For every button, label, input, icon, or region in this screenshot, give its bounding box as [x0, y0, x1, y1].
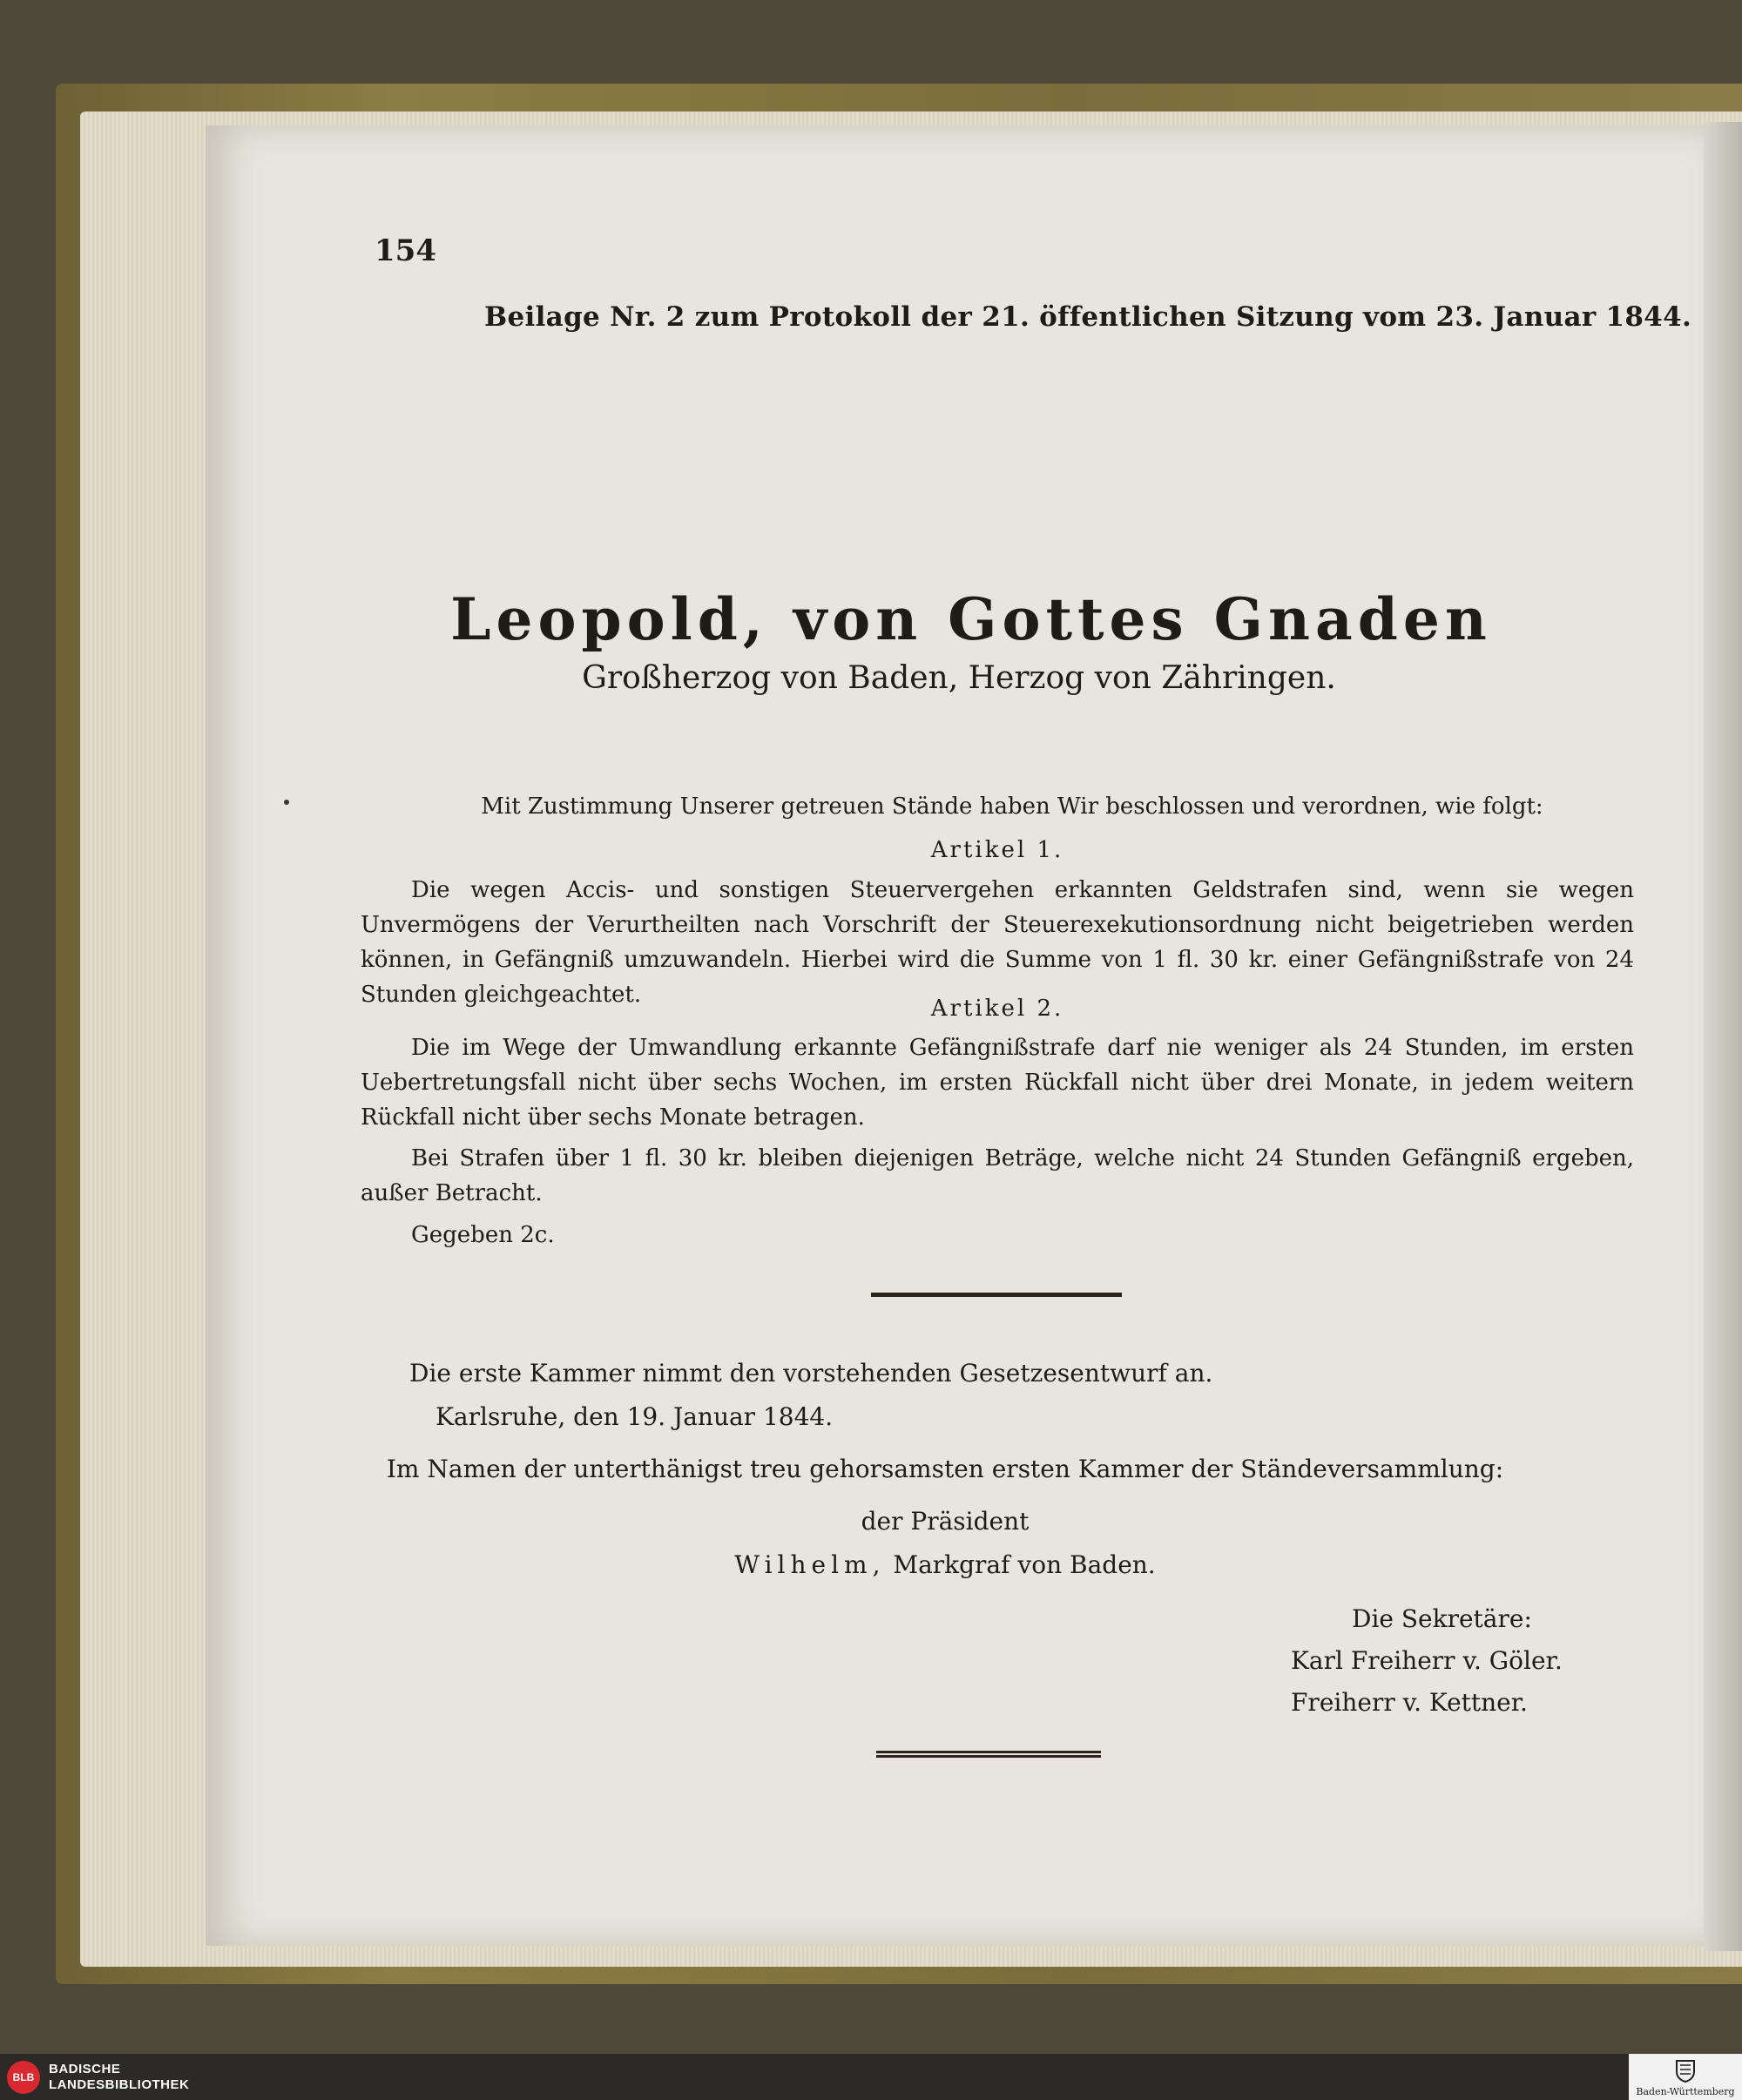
library-name-line2: LANDESBIBLIOTHEK [49, 2077, 190, 2092]
footer-bar [0, 2054, 1742, 2100]
secretary-name: Karl Freiherr v. Göler. [1291, 1646, 1563, 1675]
decree-subtitle: Großherzog von Baden, Herzog von Zähringen. [582, 660, 1336, 696]
secretaries-title: Die Sekretäre: [1352, 1604, 1532, 1633]
preamble: Mit Zustimmung Unserer getreuen Stände haben Wir beschlossen und verordnen, wie folgt: [481, 793, 1543, 820]
library-name-line1: BADISCHE [49, 2062, 121, 2076]
acceptance-statement: Die erste Kammer nimmt den vorstehenden Gesetzesentwurf an. [409, 1359, 1213, 1388]
section-divider [871, 1293, 1122, 1297]
place-date: Karlsruhe, den 19. Januar 1844. [436, 1402, 834, 1431]
penalty-paragraph: Bei Strafen über 1 fl. 30 kr. bleiben diejenigen Beträge, welche nicht 24 Stunden Gefängniß ergeben, außer Betracht. [361, 1145, 1634, 1206]
library-name[interactable] [49, 2062, 189, 2093]
article-1-title: Artikel 1. [930, 837, 1064, 863]
state-logo[interactable] [1629, 2054, 1742, 2100]
president-signature [0, 1550, 1742, 1579]
president-rank: Markgraf von Baden. [893, 1550, 1156, 1579]
end-divider [876, 1751, 1101, 1758]
blb-logo-icon[interactable]: BLB [7, 2061, 40, 2094]
secretary-name: Freiherr v. Kettner. [1291, 1688, 1528, 1717]
president-name: Wilhelm, [734, 1550, 886, 1579]
decree-title: Leopold, von Gottes Gnaden [450, 585, 1492, 653]
given-line: Gegeben 2c. [411, 1222, 555, 1248]
article-2-body: Die im Wege der Umwandlung erkannte Gefängnißstrafe darf nie weniger als 24 Stunden, im ersten Uebertretungsfall nicht über sechs Wochen, im ersten Rückfall nicht über drei Monate, in jedem weitern Rückfall nicht über sechs Monate betragen. [361, 1035, 1634, 1131]
page-number: 154 [375, 233, 436, 268]
article-1-body: Die wegen Accis- und sonstigen Steuervergehen erkannten Geldstrafen sind, wenn sie wegen Unvermögens der Verurtheilten nach Vorschrift der Steuerexekutionsordnung nicht beigetrieben werden können, in Gefängniß umzuwandeln. Hierbei wird die Summe von 1 fl. 30 kr. einer Gefängnißstrafe von 24 Stunden gleichgeachtet. [361, 877, 1634, 1008]
president-title: der Präsident [861, 1507, 1030, 1536]
chamber-address: Im Namen der unterthänigst treu gehorsamsten ersten Kammer der Ständeversammlung: [386, 1455, 1504, 1483]
margin-mark [284, 800, 289, 805]
next-page-edge [1704, 122, 1742, 1951]
state-label: Baden-Württemberg [1636, 2086, 1735, 2097]
coat-of-arms-icon [1674, 2057, 1697, 2083]
article-2-title: Artikel 2. [930, 996, 1064, 1022]
page-header: Beilage Nr. 2 zum Protokoll der 21. öffentlichen Sitzung vom 23. Januar 1844. [484, 301, 1692, 333]
